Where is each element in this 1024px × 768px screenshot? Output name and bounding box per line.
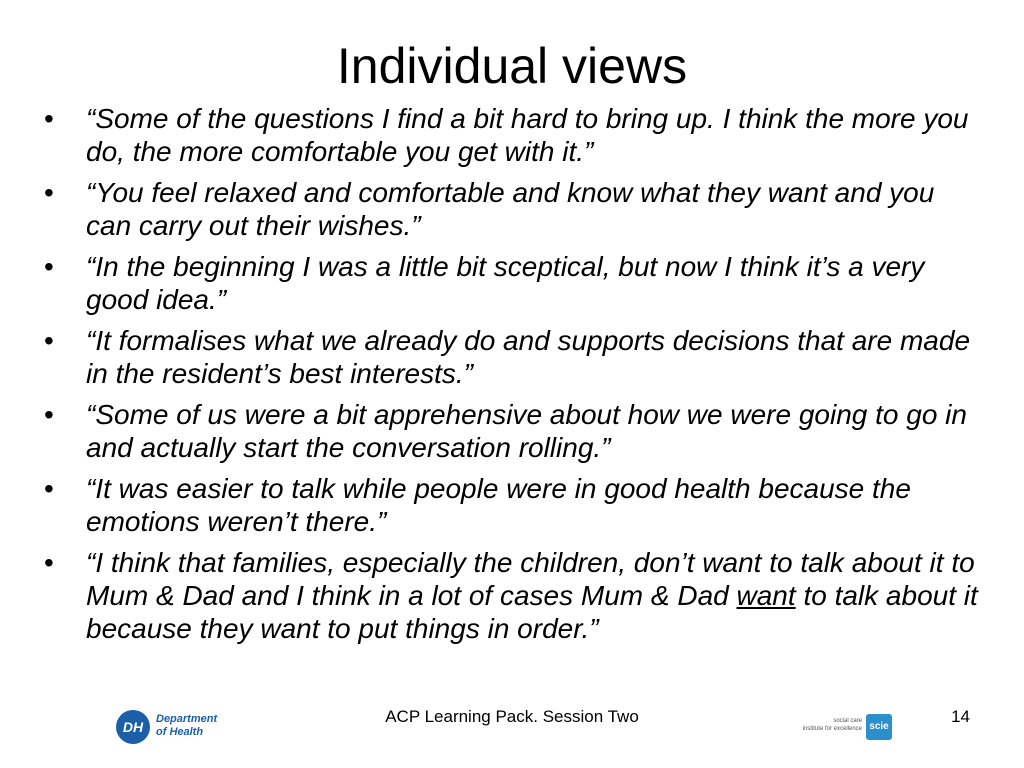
bullet-marker: • (44, 177, 54, 208)
bullet-item (40, 546, 980, 645)
page-number: 14 (951, 707, 970, 726)
bullet-marker: • (44, 325, 54, 356)
bullet-item (40, 102, 980, 168)
bullet-marker: • (44, 251, 54, 282)
bullet-text-underlined: want (736, 580, 796, 611)
bullet-item (40, 324, 980, 390)
bullet-item (40, 250, 980, 316)
bullet-item (40, 176, 980, 242)
bullet-list (40, 102, 980, 653)
scie-logo (800, 712, 896, 742)
bullet-text: “In the beginning I was a little bit sceptical, but now I think it’s a very good idea.” (86, 251, 925, 315)
footer-text: ACP Learning Pack. Session Two (385, 707, 639, 726)
dh-name: Department of Health (156, 713, 218, 738)
scie-tagline: social care institute for excellence (802, 718, 862, 732)
bullet-item (40, 398, 980, 464)
bullet-marker: • (44, 399, 54, 430)
bullet-text: “Some of us were a bit apprehensive about how we were going to go in and actually start the conversation rolling.” (86, 399, 967, 463)
bullet-text-before: “I think that families, especially the children, don’t want to talk about it to Mum & Dad and I think in a lot of cases Mum & Dad (86, 547, 975, 611)
bullet-marker: • (44, 103, 54, 134)
department-of-health-logo (116, 710, 236, 746)
bullet-marker: • (44, 547, 54, 578)
bullet-text: “Some of the questions I find a bit hard to bring up. I think the more you do, the more comfortable you get with it.” (86, 103, 969, 167)
dh-badge: DH (116, 710, 150, 744)
scie-badge: scie (866, 714, 892, 740)
bullet-text (86, 547, 978, 644)
bullet-text: “It formalises what we already do and supports decisions that are made in the resident’s best interests.” (86, 325, 971, 389)
bullet-text-after: to talk about it because they want to put things in order.” (86, 580, 978, 644)
bullet-marker: • (44, 473, 54, 504)
bullet-text: “You feel relaxed and comfortable and know what they want and you can carry out their wishes.” (86, 177, 935, 241)
slide-title: Individual views (336, 38, 688, 94)
bullet-item (40, 472, 980, 538)
bullet-text: “It was easier to talk while people were in good health because the emotions weren’t there.” (86, 473, 911, 537)
